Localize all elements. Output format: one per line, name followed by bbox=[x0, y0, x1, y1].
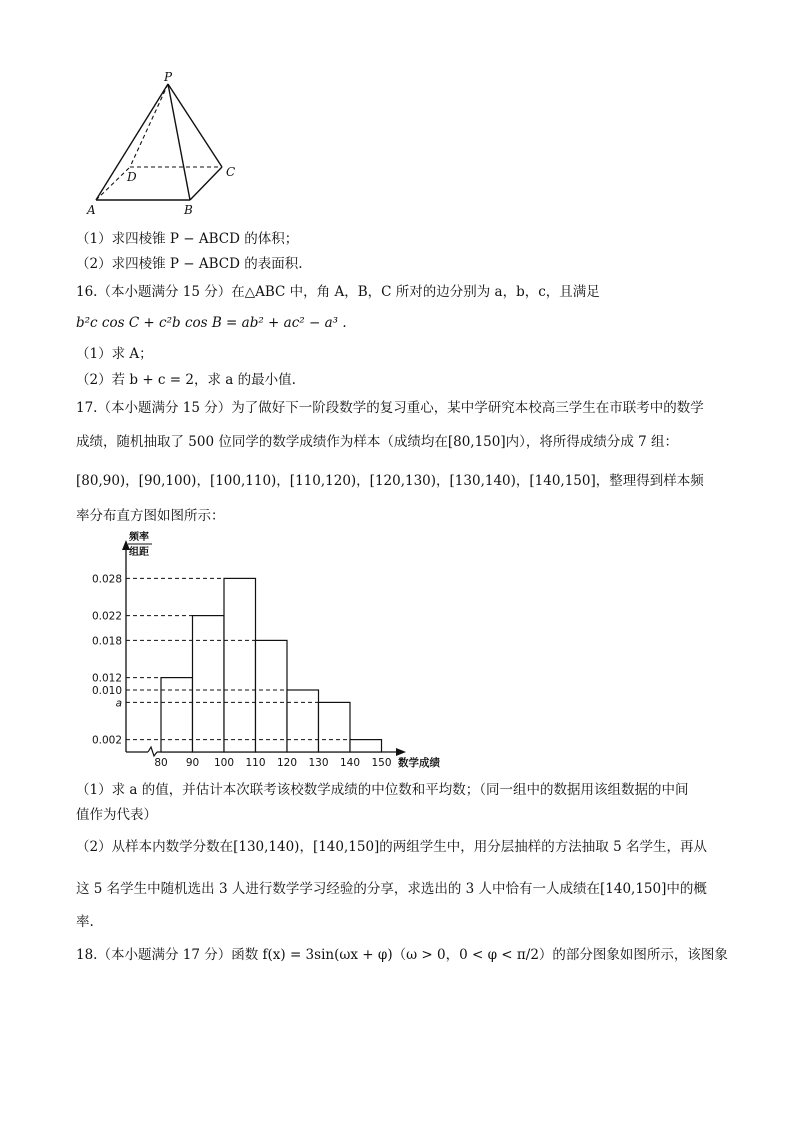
y-tick-label-0.002: 0.002 bbox=[91, 734, 122, 747]
x-tick-label-150: 150 bbox=[371, 757, 392, 769]
q17-part2-line2: 这 5 名学生中随机选出 3 人进行数学学习经验的分享，求选出的 3 人中恰有一人成绩在[140,150]中的概 bbox=[76, 881, 707, 897]
x-axis-arrow bbox=[396, 748, 406, 756]
vertex-label-P: P bbox=[164, 70, 173, 84]
y-tick-label-0.028: 0.028 bbox=[91, 573, 122, 586]
x-tick-label-140: 140 bbox=[339, 757, 361, 769]
q18-stem: 18.（本小题满分 17 分）函数 f(x) = 3sin(ωx + φ)（ω > 0，0 < φ < π/2）的部分图象如图所示，该图象 bbox=[76, 947, 728, 963]
y-tick-label-a: a bbox=[115, 697, 122, 710]
x-tick-label-90: 90 bbox=[185, 757, 200, 769]
q17-part2-line3: 率. bbox=[76, 914, 94, 930]
q16-formula: b²c cos C + c²b cos B = ab² + ac² − a³ . bbox=[76, 315, 347, 331]
bar-120-130 bbox=[287, 690, 319, 752]
y-tick-label-0.010: 0.010 bbox=[91, 685, 122, 697]
q17-part1-line2: 值作为代表） bbox=[76, 807, 157, 823]
q17-part2-line1: （2）从样本内数学分数在[130,140)，[140,150]的两组学生中，用分层抽样的方法抽取 5 名学生，再从 bbox=[76, 839, 707, 855]
x-axis-label: 数学成绩 bbox=[398, 757, 440, 769]
frequency-histogram bbox=[76, 528, 476, 773]
x-axis-break bbox=[148, 747, 157, 756]
x-tick-label-80: 80 bbox=[154, 757, 168, 769]
q16-stem: 16.（本小题满分 15 分）在△ABC 中，角 A，B，C 所对的边分别为 a，b，c，且满足 bbox=[76, 284, 600, 300]
pyramid-figure bbox=[80, 70, 250, 220]
q17-stem-line1: 17.（本小题满分 15 分）为了做好下一阶段数学的复习重心，某中学研究本校高三学生在市联考中的数学 bbox=[76, 400, 704, 416]
y-axis-label-bottom: 组距 bbox=[129, 547, 149, 558]
y-tick-label-0.018: 0.018 bbox=[91, 635, 122, 648]
q16-part2: （2）若 b + c = 2，求 a 的最小值. bbox=[76, 372, 296, 388]
q17-stem-line4: 率分布直方图如图所示： bbox=[76, 508, 225, 524]
bar-100-110 bbox=[224, 578, 256, 752]
x-tick-label-100: 100 bbox=[213, 757, 235, 769]
q17-stem-line2: 成绩，随机抽取了 500 位同学的数学成绩作为样本（成绩均在[80,150]内），将所得成绩分成 7 组： bbox=[76, 434, 679, 450]
x-tick-label-130: 130 bbox=[308, 757, 329, 769]
q15-part2: （2）求四棱锥 P − ABCD 的表面积. bbox=[76, 256, 303, 272]
edge-PD bbox=[130, 84, 168, 167]
y-tick-label-0.022: 0.022 bbox=[91, 610, 122, 623]
bar-140-150 bbox=[350, 740, 382, 752]
vertex-label-C: C bbox=[226, 165, 236, 179]
q17-stem-line3: [80,90)，[90,100)，[100,110)，[110,120)，[120,130)，[130,140)，[140,150]，整理得到样本频 bbox=[76, 473, 704, 489]
y-tick-label-0.012: 0.012 bbox=[91, 672, 122, 685]
q15-part1: （1）求四棱锥 P − ABCD 的体积； bbox=[76, 231, 299, 247]
x-tick-label-120: 120 bbox=[276, 757, 298, 769]
bar-130-140 bbox=[319, 702, 351, 752]
vertex-label-D: D bbox=[127, 170, 137, 184]
vertex-label-B: B bbox=[184, 203, 193, 217]
x-tick-label-110: 110 bbox=[245, 757, 266, 769]
vertex-label-A: A bbox=[87, 203, 96, 217]
edge-BC bbox=[190, 167, 222, 200]
y-axis-label-top: 频率 bbox=[129, 532, 149, 543]
bar-110-120 bbox=[256, 640, 288, 752]
bar-80-90 bbox=[161, 678, 193, 752]
q16-part1: （1）求 A； bbox=[76, 346, 153, 362]
bar-90-100 bbox=[193, 616, 225, 752]
q17-part1-line1: （1）求 a 的值，并估计本次联考该校数学成绩的中位数和平均数；（同一组中的数据用该组数据的中间 bbox=[76, 782, 689, 798]
